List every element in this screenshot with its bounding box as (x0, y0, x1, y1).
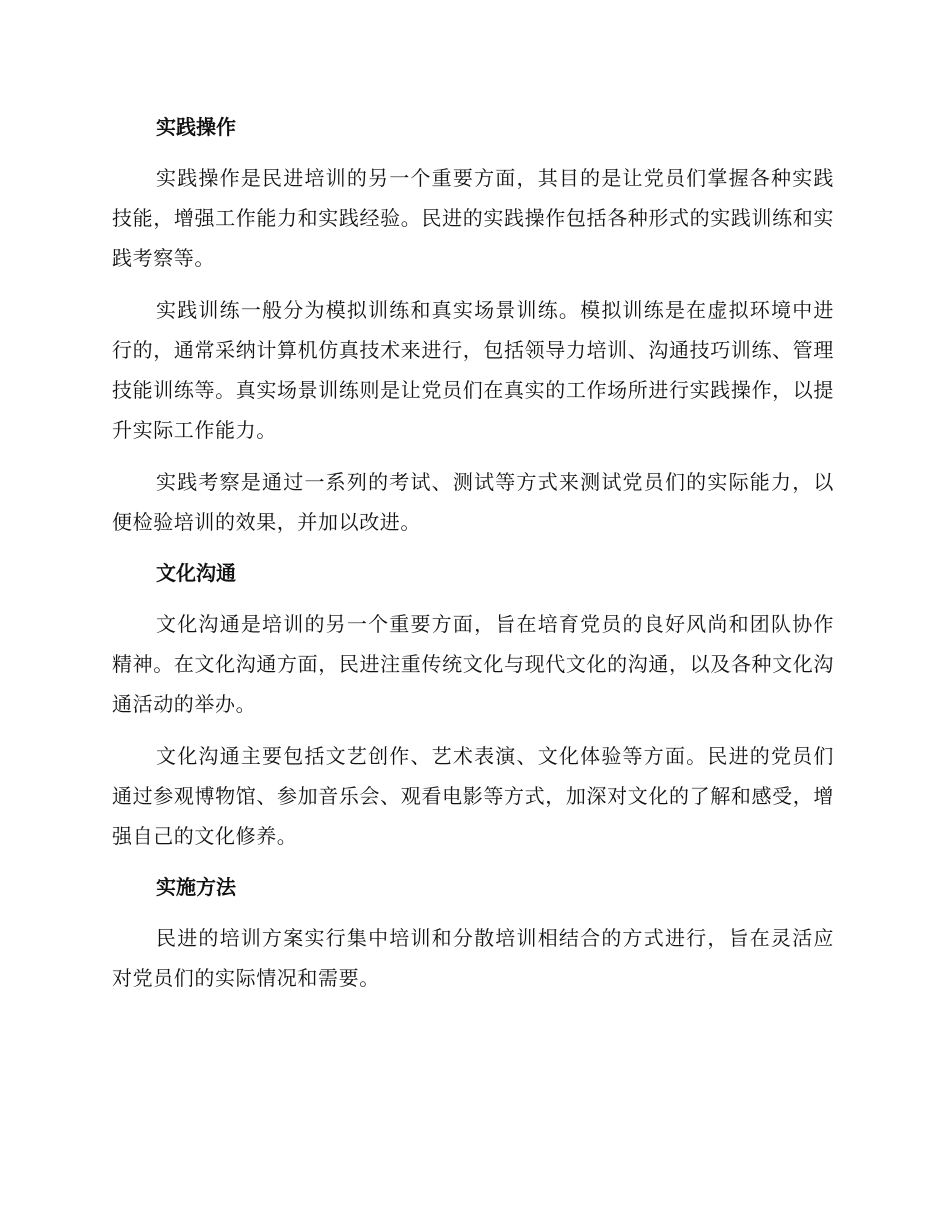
paragraph: 实践训练一般分为模拟训练和真实场景训练。模拟训练是在虚拟环境中进行的，通常采纳计算机仿真技术来进行，包括领导力培训、沟通技巧训练、管理技能训练等。真实场景训练则是让党员们在真实的工作场所进行实践操作，以提升实际工作能力。 (112, 298, 834, 442)
section-heading: 实践操作 (156, 115, 236, 139)
section-culture (112, 554, 834, 856)
paragraph: 实践操作是民进培训的另一个重要方面，其目的是让党员们掌握各种实践技能，增强工作能力和实践经验。民进的实践操作包括各种形式的实践训练和实践考察等。 (112, 166, 834, 270)
section-practice (112, 108, 834, 542)
paragraph: 文化沟通是培训的另一个重要方面，旨在培育党员的良好风尚和团队协作精神。在文化沟通方面，民进注重传统文化与现代文化的沟通，以及各种文化沟通活动的举办。 (112, 612, 834, 716)
section-heading: 文化沟通 (156, 561, 236, 585)
document-page (112, 108, 834, 1010)
paragraph: 实践考察是通过一系列的考试、测试等方式来测试党员们的实际能力，以便检验培训的效果，并加以改进。 (112, 470, 834, 534)
paragraph: 民进的培训方案实行集中培训和分散培训相结合的方式进行，旨在灵活应对党员们的实际情况和需要。 (112, 926, 834, 990)
section-implementation (112, 868, 834, 998)
section-heading: 实施方法 (156, 875, 236, 899)
paragraph: 文化沟通主要包括文艺创作、艺术表演、文化体验等方面。民进的党员们通过参观博物馆、参加音乐会、观看电影等方式，加深对文化的了解和感受，增强自己的文化修养。 (112, 744, 834, 848)
